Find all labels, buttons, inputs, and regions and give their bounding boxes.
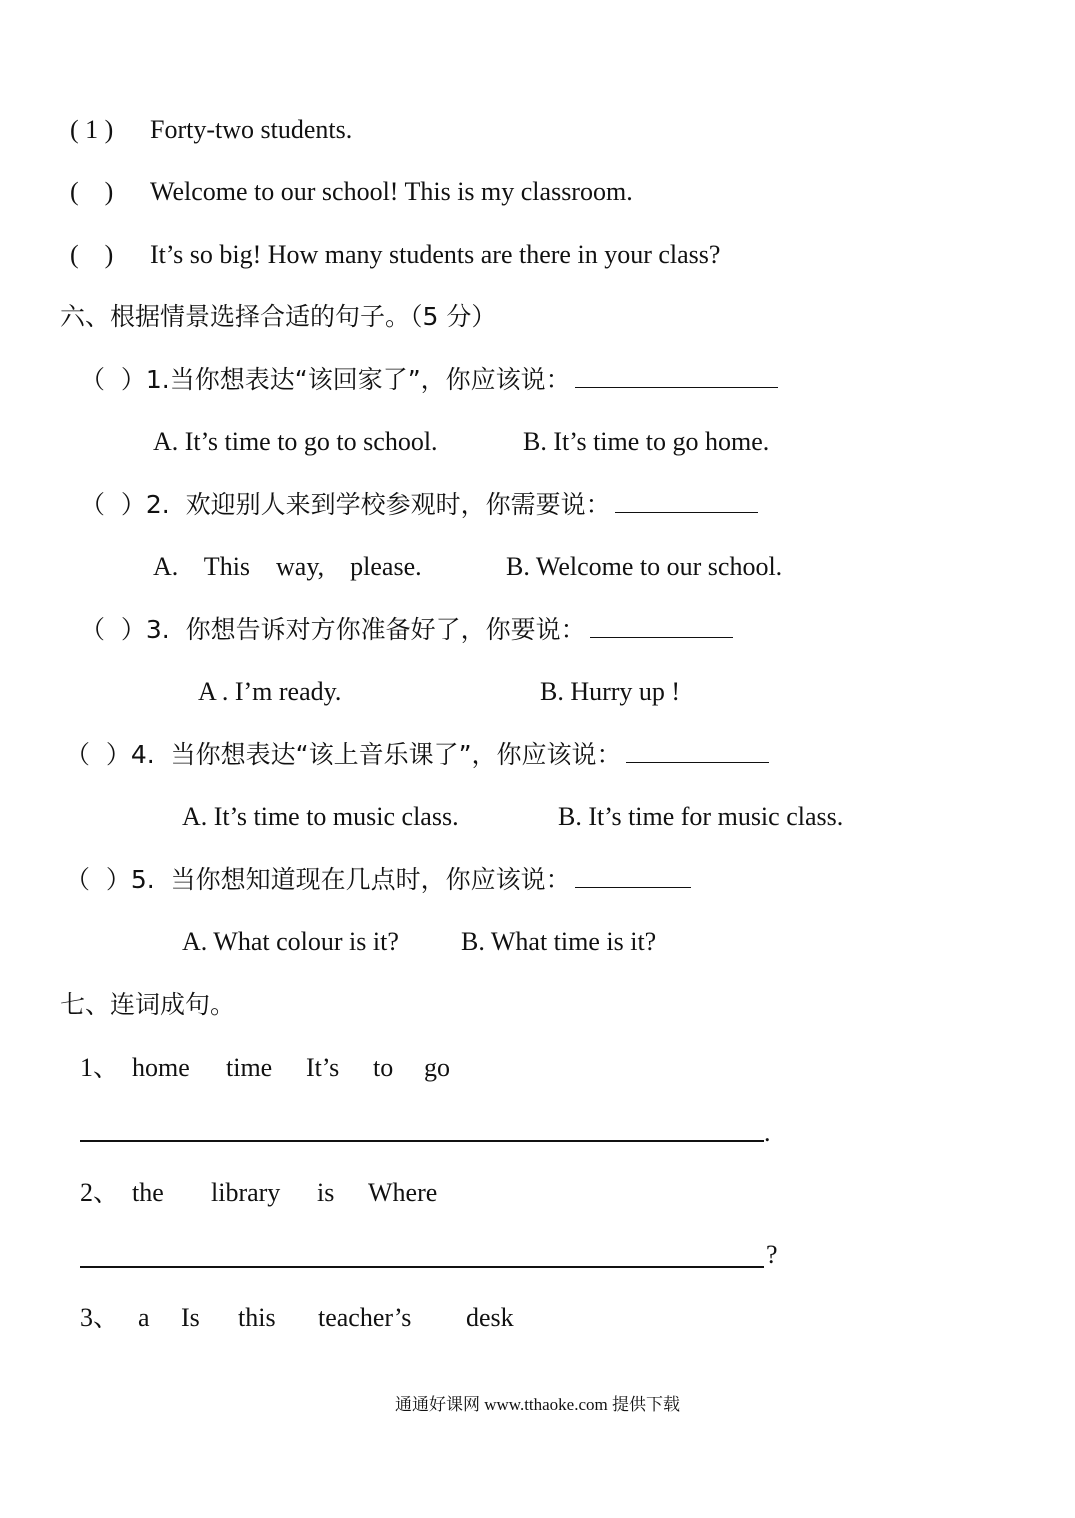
item-3-word: teacher’s [318, 1303, 412, 1332]
question-2-option-a: A. This way, please. [153, 552, 422, 581]
item-2-word: Where [368, 1178, 438, 1207]
question-2-stem: （ ）2. 欢迎别人来到学校参观时，你需要说： [80, 490, 758, 520]
item-3-number: 3、 [80, 1303, 120, 1332]
question-3-option-a: A . I’m ready. [198, 677, 342, 706]
question-4-option-b: B. It’s time for music class. [558, 802, 844, 831]
item-1-end-punctuation: . [764, 1118, 771, 1147]
item-1-word: It’s [306, 1053, 340, 1082]
section7-heading: 七、连词成句。 [60, 990, 236, 1019]
question-4-option-a: A. It’s time to music class. [182, 802, 459, 831]
item-2-number: 2、 [80, 1178, 120, 1207]
dialogue-text-3: It’s so big! How many students are there in your class? [150, 240, 721, 269]
item-1-word: to [373, 1053, 394, 1082]
item-2-word: library [211, 1178, 281, 1207]
question-3-stem: （ ）3. 你想告诉对方你准备好了，你要说： [80, 615, 733, 645]
item-1-word: home [132, 1053, 190, 1082]
question-2-option-b: B. Welcome to our school. [506, 552, 783, 581]
question-3-option-b: B. Hurry up ! [540, 677, 681, 706]
dialogue-text-2: Welcome to our school! This is my classroom. [150, 177, 633, 206]
item-1-answer-line[interactable] [80, 1140, 764, 1142]
question-4-stem: （ ）4. 当你想表达“该上音乐课了”，你应该说： [65, 740, 769, 770]
question-5-option-b: B. What time is it? [461, 927, 657, 956]
item-2-word: is [317, 1178, 335, 1207]
item-3-word: this [238, 1303, 276, 1332]
item-1-word: time [226, 1053, 273, 1082]
dialogue-text-1: Forty-two students. [150, 115, 353, 144]
item-2-word: the [132, 1178, 164, 1207]
dialogue-mark-3: ( ) [70, 240, 114, 269]
item-3-word: desk [466, 1303, 514, 1332]
item-2-end-punctuation: ? [766, 1240, 778, 1269]
answer-blank-2[interactable] [615, 490, 758, 513]
section6-heading: 六、根据情景选择合适的句子。（5 分） [60, 302, 497, 331]
question-1-stem: （ ）1.当你想表达“该回家了”，你应该说： [80, 365, 778, 395]
answer-blank-5[interactable] [575, 865, 691, 888]
question-5-stem: （ ）5. 当你想知道现在几点时，你应该说： [65, 865, 691, 895]
dialogue-mark-2: ( ) [70, 177, 114, 206]
item-3-word: Is [181, 1303, 200, 1332]
item-2-answer-line[interactable] [80, 1266, 764, 1268]
answer-blank-4[interactable] [626, 740, 769, 763]
answer-blank-1[interactable] [575, 365, 778, 388]
question-1-option-b: B. It’s time to go home. [523, 427, 770, 456]
dialogue-mark-1: ( 1 ) [70, 115, 114, 144]
question-5-option-a: A. What colour is it? [182, 927, 399, 956]
question-1-option-a: A. It’s time to go to school. [153, 427, 438, 456]
page-footer: 通通好课网 www.tthaoke.com 提供下载 [394, 1395, 681, 1414]
item-1-word: go [424, 1053, 450, 1082]
item-3-word: a [138, 1303, 150, 1332]
answer-blank-3[interactable] [590, 615, 733, 638]
item-1-number: 1、 [80, 1053, 120, 1082]
